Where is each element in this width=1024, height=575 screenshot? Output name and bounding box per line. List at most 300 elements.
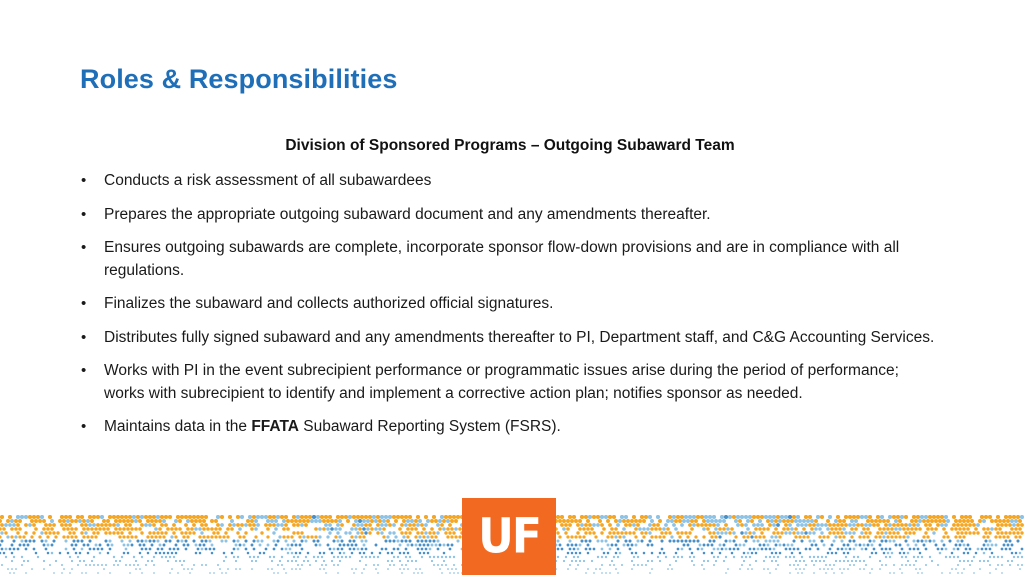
pattern-dot [445, 564, 447, 566]
pattern-dot [955, 568, 957, 570]
pattern-dot [113, 564, 115, 566]
pattern-dot [214, 519, 218, 523]
pattern-dot [932, 531, 935, 534]
pattern-dot [387, 552, 390, 555]
pattern-dot [732, 539, 735, 542]
pattern-dot [174, 527, 178, 531]
pattern-dot [617, 548, 620, 551]
pattern-dot [133, 564, 135, 566]
pattern-dot [840, 539, 843, 542]
pattern-dot [614, 519, 618, 523]
pattern-dot [104, 523, 108, 527]
pattern-dot [1003, 544, 1006, 547]
pattern-dot [759, 544, 762, 547]
pattern-dot [330, 519, 334, 523]
pattern-dot [1009, 564, 1011, 566]
pattern-dot [61, 564, 63, 566]
pattern-dot [0, 527, 2, 531]
pattern-dot [154, 527, 158, 531]
pattern-dot [567, 544, 570, 547]
pattern-dot [424, 515, 428, 519]
pattern-dot [187, 568, 189, 570]
pattern-dot [969, 548, 972, 551]
pattern-dot [135, 568, 137, 570]
pattern-dot [280, 523, 284, 527]
pattern-dot [248, 523, 252, 527]
pattern-dot [660, 531, 663, 534]
pattern-dot [293, 556, 295, 558]
pattern-dot [200, 523, 204, 527]
pattern-dot [609, 548, 612, 551]
pattern-dot [926, 535, 929, 538]
pattern-dot [27, 560, 29, 562]
pattern-dot [651, 552, 654, 555]
pattern-dot [609, 564, 611, 566]
pattern-dot [963, 560, 965, 562]
pattern-dot [618, 519, 622, 523]
list-item-text: Prepares the appropriate outgoing subaward document and any amendments thereafter. [104, 205, 711, 223]
pattern-dot [157, 548, 160, 551]
pattern-dot [432, 531, 435, 534]
pattern-dot [681, 556, 683, 558]
pattern-dot [302, 535, 305, 538]
pattern-dot [287, 560, 289, 562]
pattern-dot [939, 552, 942, 555]
pattern-dot [649, 572, 651, 574]
pattern-dot [162, 535, 165, 538]
pattern-dot [187, 544, 190, 547]
pattern-dot [99, 544, 102, 547]
pattern-dot [611, 560, 613, 562]
pattern-dot [186, 527, 190, 531]
pattern-dot [93, 556, 95, 558]
pattern-dot [163, 552, 166, 555]
pattern-dot [52, 539, 55, 542]
pattern-dot [0, 552, 1, 555]
pattern-dot [158, 535, 161, 538]
pattern-dot [364, 515, 368, 519]
pattern-dot [850, 527, 854, 531]
pattern-dot [775, 560, 777, 562]
pattern-dot [680, 515, 684, 519]
pattern-dot [848, 531, 851, 534]
pattern-dot [188, 531, 191, 534]
pattern-dot [13, 572, 15, 574]
pattern-dot [291, 560, 293, 562]
pattern-dot [326, 535, 329, 538]
pattern-dot [558, 519, 562, 523]
pattern-dot [766, 519, 770, 523]
pattern-dot [743, 560, 745, 562]
pattern-dot [772, 515, 776, 519]
pattern-dot [202, 527, 206, 531]
pattern-dot [257, 556, 259, 558]
pattern-dot [358, 519, 362, 523]
pattern-dot [568, 523, 572, 527]
pattern-dot [160, 531, 163, 534]
pattern-dot [798, 535, 801, 538]
pattern-dot [867, 544, 870, 547]
pattern-dot [956, 539, 959, 542]
pattern-dot [114, 519, 118, 523]
pattern-dot [152, 531, 155, 534]
pattern-dot [128, 523, 132, 527]
pattern-dot [772, 531, 775, 534]
pattern-dot [23, 544, 26, 547]
pattern-dot [326, 519, 330, 523]
pattern-dot [136, 539, 139, 542]
pattern-dot [263, 552, 266, 555]
pattern-dot [378, 519, 382, 523]
pattern-dot [760, 531, 763, 534]
pattern-dot [403, 552, 406, 555]
pattern-dot [457, 572, 459, 574]
pattern-dot [400, 531, 403, 534]
pattern-dot [890, 527, 894, 531]
pattern-dot [631, 544, 634, 547]
pattern-dot [74, 527, 78, 531]
pattern-dot [185, 548, 188, 551]
pattern-dot [959, 544, 962, 547]
pattern-dot [567, 552, 570, 555]
pattern-dot [82, 535, 85, 538]
pattern-dot [876, 523, 880, 527]
pattern-dot [371, 552, 374, 555]
pattern-dot [167, 560, 169, 562]
pattern-dot [21, 556, 23, 558]
pattern-dot [977, 548, 980, 551]
pattern-dot [192, 531, 195, 534]
pattern-dot [672, 523, 676, 527]
pattern-dot [334, 519, 338, 523]
pattern-dot [835, 552, 838, 555]
pattern-dot [260, 515, 264, 519]
pattern-dot [0, 544, 1, 547]
pattern-dot [139, 568, 141, 570]
pattern-dot [394, 519, 398, 523]
pattern-dot [306, 535, 309, 538]
pattern-dot [344, 531, 347, 534]
pattern-dot [233, 548, 236, 551]
pattern-dot [953, 548, 956, 551]
pattern-dot [677, 556, 679, 558]
pattern-dot [882, 527, 886, 531]
pattern-dot [236, 531, 239, 534]
pattern-dot [928, 539, 931, 542]
pattern-dot [360, 539, 363, 542]
pattern-dot [384, 515, 388, 519]
pattern-dot [33, 548, 36, 551]
pattern-dot [968, 523, 972, 527]
pattern-dot [868, 539, 871, 542]
pattern-dot [991, 552, 994, 555]
pattern-dot [291, 568, 293, 570]
pattern-dot [1, 564, 3, 566]
pattern-dot [106, 527, 110, 531]
pattern-dot [734, 535, 737, 538]
pattern-dot [669, 564, 671, 566]
pattern-dot [614, 535, 617, 538]
pattern-dot [929, 556, 931, 558]
pattern-dot [994, 527, 998, 531]
pattern-dot [736, 523, 740, 527]
pattern-dot [804, 531, 807, 534]
pattern-dot [579, 544, 582, 547]
pattern-dot [576, 523, 580, 527]
pattern-dot [783, 544, 786, 547]
pattern-dot [122, 527, 126, 531]
pattern-dot [564, 531, 567, 534]
pattern-dot [808, 539, 811, 542]
pattern-dot [806, 519, 810, 523]
pattern-dot [48, 515, 52, 519]
pattern-dot [703, 544, 706, 547]
pattern-dot [345, 556, 347, 558]
pattern-dot [341, 548, 344, 551]
pattern-dot [0, 523, 4, 527]
pattern-dot [256, 539, 259, 542]
pattern-dot [884, 539, 887, 542]
pattern-dot [182, 535, 185, 538]
pattern-dot [687, 544, 690, 547]
pattern-dot [32, 523, 36, 527]
pattern-dot [771, 552, 774, 555]
list-item-text: Conducts a risk assessment of all subawardees [104, 172, 432, 189]
pattern-dot [1016, 531, 1019, 534]
pattern-dot [109, 572, 111, 574]
pattern-dot [1006, 519, 1010, 523]
pattern-dot [742, 535, 745, 538]
pattern-dot [320, 515, 324, 519]
pattern-dot [70, 519, 74, 523]
pattern-dot [769, 556, 771, 558]
pattern-dot [225, 572, 227, 574]
pattern-dot [570, 535, 573, 538]
pattern-dot [859, 560, 861, 562]
pattern-dot [949, 556, 951, 558]
pattern-dot [958, 535, 961, 538]
pattern-dot [582, 535, 585, 538]
pattern-dot [414, 535, 417, 538]
pattern-dot [174, 535, 177, 538]
pattern-dot [161, 548, 164, 551]
pattern-dot [673, 556, 675, 558]
pattern-dot [240, 523, 244, 527]
pattern-dot [16, 531, 19, 534]
pattern-dot [852, 531, 855, 534]
pattern-dot [789, 556, 791, 558]
pattern-dot [866, 519, 870, 523]
pattern-dot [228, 515, 232, 519]
pattern-dot [323, 560, 325, 562]
pattern-dot [662, 535, 665, 538]
pattern-dot [153, 564, 155, 566]
pattern-dot [419, 544, 422, 547]
pattern-dot [968, 531, 971, 534]
pattern-dot [983, 552, 986, 555]
pattern-dot [806, 535, 809, 538]
pattern-dot [25, 548, 28, 551]
pattern-dot [940, 515, 944, 519]
pattern-dot [313, 556, 315, 558]
pattern-dot [118, 519, 122, 523]
pattern-dot [64, 515, 68, 519]
pattern-dot [656, 523, 660, 527]
pattern-dot [737, 548, 740, 551]
pattern-dot [946, 535, 949, 538]
pattern-dot [281, 564, 283, 566]
pattern-dot [756, 523, 760, 527]
pattern-dot [648, 523, 652, 527]
pattern-dot [1001, 548, 1004, 551]
pattern-dot [894, 527, 898, 531]
pattern-dot [343, 544, 346, 547]
pattern-dot [296, 523, 300, 527]
pattern-dot [223, 552, 226, 555]
pattern-dot [716, 531, 719, 534]
pattern-dot [405, 556, 407, 558]
pattern-dot [130, 527, 134, 531]
pattern-dot [277, 564, 279, 566]
pattern-dot [50, 527, 54, 531]
pattern-dot [809, 548, 812, 551]
pattern-dot [45, 548, 48, 551]
pattern-dot [958, 527, 962, 531]
pattern-dot [158, 527, 162, 531]
pattern-dot [710, 519, 714, 523]
pattern-dot [95, 544, 98, 547]
list-item-text: Distributes fully signed subaward and any amendments thereafter to PI, Department staff, and C&G Accounting Services. [104, 328, 935, 346]
pattern-dot [73, 548, 76, 551]
pattern-dot [89, 564, 91, 566]
pattern-dot [415, 544, 418, 547]
pattern-dot [732, 531, 735, 534]
pattern-dot [925, 548, 928, 551]
pattern-dot [12, 523, 16, 527]
pattern-dot [831, 544, 834, 547]
pattern-dot [196, 515, 200, 519]
pattern-dot [290, 519, 294, 523]
pattern-dot [683, 544, 686, 547]
pattern-dot [432, 539, 435, 542]
pattern-dot [44, 539, 47, 542]
pattern-dot [152, 515, 156, 519]
pattern-dot [194, 519, 198, 523]
pattern-dot [148, 531, 151, 534]
pattern-dot [975, 552, 978, 555]
pattern-dot [118, 535, 121, 538]
pattern-dot [307, 560, 309, 562]
pattern-dot [134, 519, 138, 523]
pattern-dot [557, 556, 559, 558]
pattern-dot [295, 552, 298, 555]
pattern-dot [233, 556, 235, 558]
pattern-dot [876, 515, 880, 519]
pattern-dot [799, 560, 801, 562]
pattern-dot [282, 519, 286, 523]
pattern-dot [365, 564, 367, 566]
pattern-dot [842, 519, 846, 523]
pattern-dot [450, 527, 454, 531]
pattern-dot [601, 572, 603, 574]
pattern-dot [878, 519, 882, 523]
pattern-dot [914, 519, 918, 523]
pattern-dot [910, 527, 914, 531]
pattern-dot [886, 527, 890, 531]
pattern-dot [777, 564, 779, 566]
pattern-dot [37, 556, 39, 558]
pattern-dot [285, 572, 287, 574]
pattern-dot [200, 539, 203, 542]
pattern-dot [849, 548, 852, 551]
pattern-dot [751, 552, 754, 555]
pattern-dot [566, 527, 570, 531]
pattern-dot [624, 515, 628, 519]
pattern-dot [406, 527, 410, 531]
pattern-dot [890, 535, 893, 538]
pattern-dot [613, 556, 615, 558]
pattern-dot [596, 539, 599, 542]
pattern-dot [250, 519, 254, 523]
pattern-dot [382, 535, 385, 538]
pattern-dot [632, 531, 635, 534]
pattern-dot [800, 523, 804, 527]
pattern-dot [913, 548, 916, 551]
pattern-dot [127, 552, 130, 555]
pattern-dot [210, 535, 213, 538]
pattern-dot [407, 568, 409, 570]
pattern-dot [380, 531, 383, 534]
pattern-dot [595, 568, 597, 570]
pattern-dot [443, 544, 446, 547]
pattern-dot [191, 568, 193, 570]
pattern-dot [797, 548, 800, 551]
pattern-dot [945, 548, 948, 551]
pattern-dot [167, 552, 170, 555]
pattern-dot [104, 539, 107, 542]
pattern-dot [628, 539, 631, 542]
pattern-dot [903, 552, 906, 555]
pattern-dot [329, 548, 332, 551]
pattern-dot [987, 560, 989, 562]
pattern-dot [375, 544, 378, 547]
pattern-dot [87, 552, 90, 555]
pattern-dot [966, 519, 970, 523]
pattern-dot [579, 552, 582, 555]
pattern-dot [610, 535, 613, 538]
pattern-dot [635, 552, 638, 555]
pattern-dot [225, 556, 227, 558]
pattern-dot [448, 523, 452, 527]
pattern-dot [213, 572, 215, 574]
pattern-dot [799, 552, 802, 555]
pattern-dot [708, 531, 711, 534]
pattern-dot [141, 556, 143, 558]
pattern-dot [310, 519, 314, 523]
pattern-dot [235, 560, 237, 562]
pattern-dot [989, 556, 991, 558]
list-item [80, 204, 940, 227]
pattern-dot [693, 556, 695, 558]
pattern-dot [146, 535, 149, 538]
pattern-dot [794, 535, 797, 538]
pattern-dot [788, 523, 792, 527]
pattern-dot [573, 556, 575, 558]
pattern-dot [80, 523, 84, 527]
pattern-dot [1020, 515, 1024, 519]
pattern-dot [183, 568, 185, 570]
pattern-dot [336, 531, 339, 534]
